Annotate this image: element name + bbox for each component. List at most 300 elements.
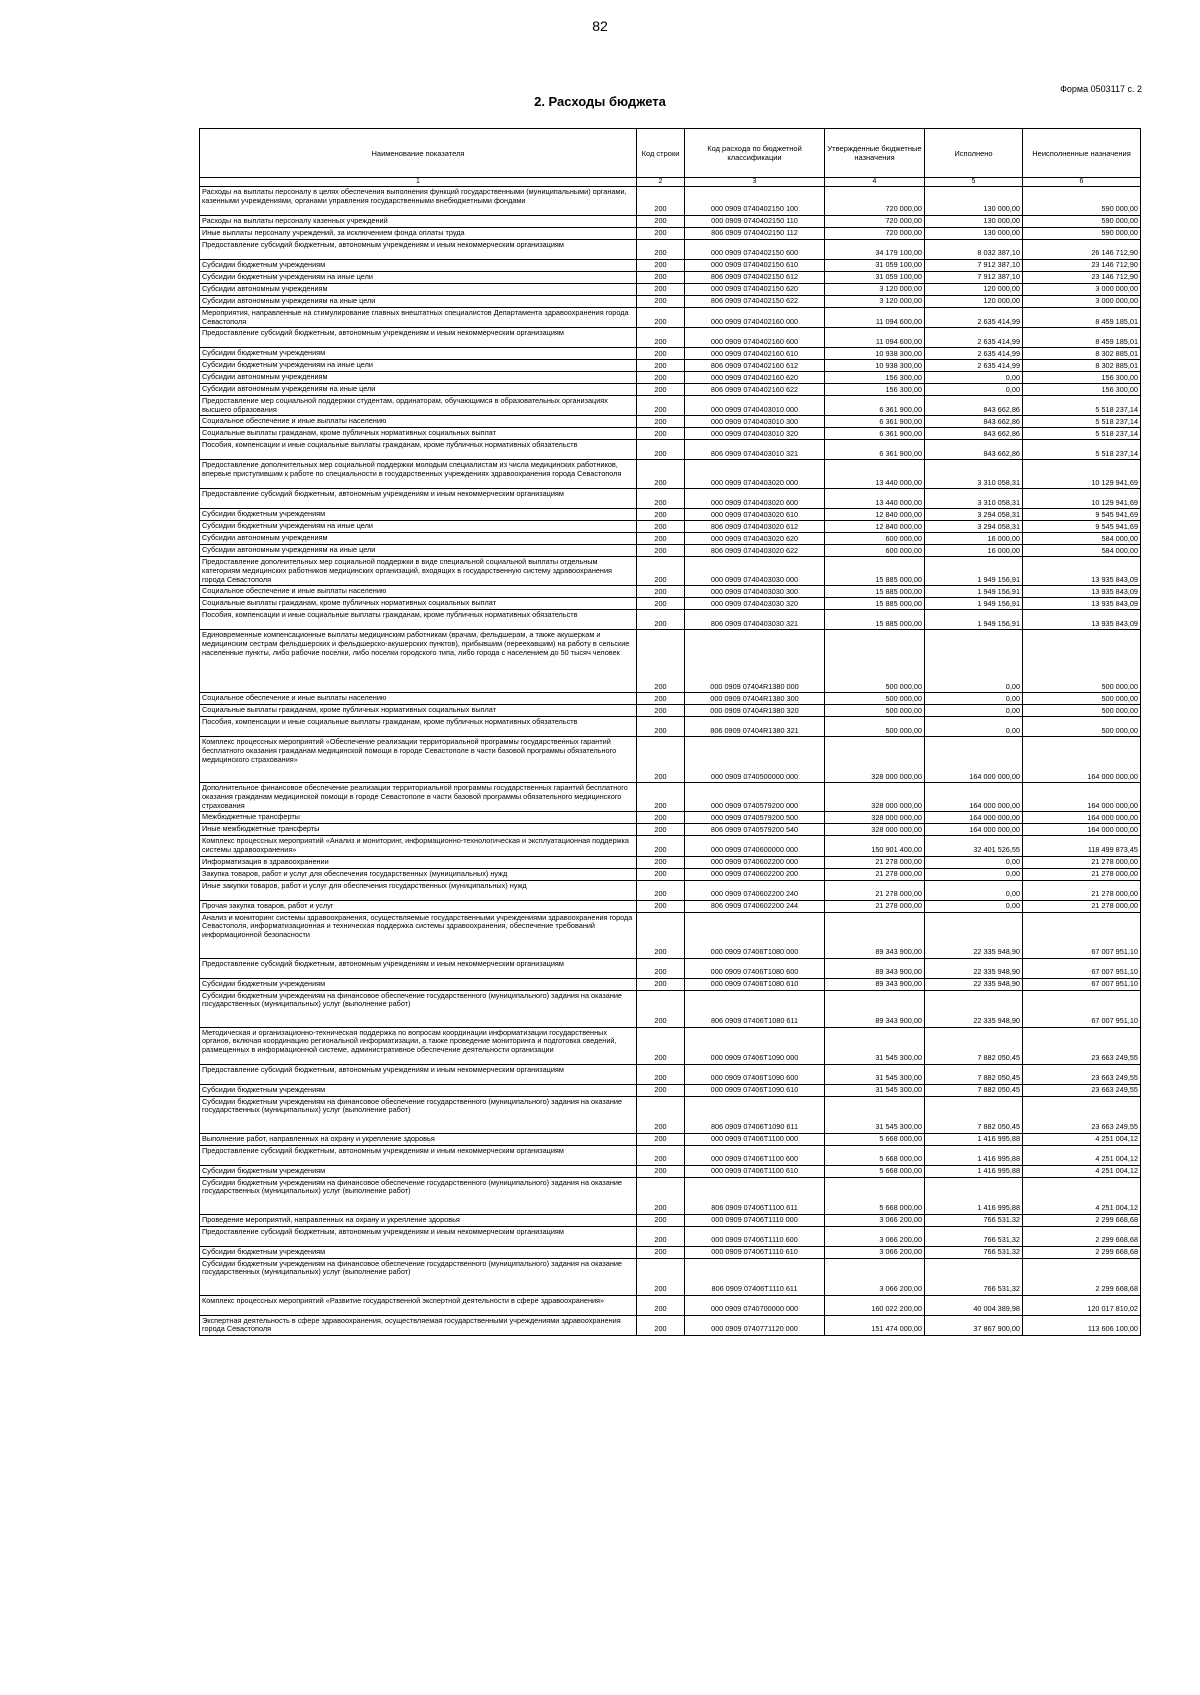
row-approved: 31 059 100,00 [825, 272, 925, 284]
row-unexecuted: 9 545 941,69 [1023, 521, 1141, 533]
row-executed: 164 000 000,00 [925, 812, 1023, 824]
table-body [200, 187, 1141, 1336]
row-executed: 22 335 948,90 [925, 978, 1023, 990]
row-executed: 1 949 156,91 [925, 557, 1023, 586]
row-budget-code: 806 0909 0740402150 622 [685, 296, 825, 308]
row-executed: 0,00 [925, 705, 1023, 717]
row-executed: 37 867 900,00 [925, 1315, 1023, 1335]
row-executed: 22 335 948,90 [925, 958, 1023, 978]
row-executed: 0,00 [925, 717, 1023, 737]
row-name: Субсидии бюджетным учреждениям на финансовое обеспечение государственного (муниципального) задания на оказание государственных (муниципальных) услуг (выполнение работ) [200, 1177, 637, 1214]
row-name: Субсидии бюджетным учреждениям на финансовое обеспечение государственного (муниципального) задания на оказание государственных (муниципальных) услуг (выполнение работ) [200, 1096, 637, 1133]
row-name: Субсидии бюджетным учреждениям на иные цели [200, 521, 637, 533]
row-unexecuted: 590 000,00 [1023, 228, 1141, 240]
row-unexecuted: 21 278 000,00 [1023, 880, 1141, 900]
column-number: 5 [925, 178, 1023, 187]
row-executed: 0,00 [925, 372, 1023, 384]
row-line-code: 200 [637, 1064, 685, 1084]
table-row [200, 1177, 1141, 1214]
row-name: Социальное обеспечение и иные выплаты населению [200, 416, 637, 428]
row-executed: 130 000,00 [925, 216, 1023, 228]
row-budget-code: 000 0909 07406Т1100 610 [685, 1165, 825, 1177]
row-line-code: 200 [637, 824, 685, 836]
row-executed: 1 416 995,88 [925, 1145, 1023, 1165]
table-row [200, 328, 1141, 348]
row-name: Пособия, компенсации и иные социальные выплаты гражданам, кроме публичных нормативных обязательств [200, 717, 637, 737]
row-name: Социальные выплаты гражданам, кроме публичных нормативных социальных выплат [200, 705, 637, 717]
row-approved: 31 545 300,00 [825, 1084, 925, 1096]
row-name: Единовременные компенсационные выплаты медицинским работникам (врачам, фельдшерам, а также акушеркам и медицинским сестрам фельдшерских и фельдшерско-акушерских пунктов), прибывшим (переехавшим) на работу в сельские населенные пункты, либо рабочие поселки, либо поселки городского типа, либо города с населением до 50 тысяч человек [200, 630, 637, 693]
row-unexecuted: 120 017 810,02 [1023, 1295, 1141, 1315]
table-row [200, 521, 1141, 533]
row-budget-code: 806 0909 0740403020 622 [685, 545, 825, 557]
row-line-code: 200 [637, 416, 685, 428]
column-number-row [200, 178, 1141, 187]
row-approved: 328 000 000,00 [825, 783, 925, 812]
row-name: Комплекс процессных мероприятий «Развитие государственной экспертной деятельности в сфере здравоохранения» [200, 1295, 637, 1315]
row-line-code: 200 [637, 460, 685, 489]
row-executed: 1 416 995,88 [925, 1165, 1023, 1177]
row-name: Пособия, компенсации и иные социальные выплаты гражданам, кроме публичных нормативных обязательств [200, 440, 637, 460]
row-unexecuted: 13 935 843,09 [1023, 610, 1141, 630]
row-unexecuted: 23 663 249,55 [1023, 1064, 1141, 1084]
table-row [200, 1096, 1141, 1133]
row-name: Субсидии бюджетным учреждениям [200, 1246, 637, 1258]
row-line-code: 200 [637, 880, 685, 900]
row-line-code: 200 [637, 440, 685, 460]
row-executed: 766 531,32 [925, 1258, 1023, 1295]
row-approved: 720 000,00 [825, 216, 925, 228]
row-budget-code: 000 0909 0740500000 000 [685, 737, 825, 783]
row-unexecuted: 23 663 249,55 [1023, 1027, 1141, 1064]
row-budget-code: 000 0909 0740579200 500 [685, 812, 825, 824]
row-approved: 3 120 000,00 [825, 296, 925, 308]
table-row [200, 1145, 1141, 1165]
row-line-code: 200 [637, 693, 685, 705]
table-header-row [200, 129, 1141, 178]
row-name: Субсидии бюджетным учреждениям на иные цели [200, 272, 637, 284]
row-name: Предоставление субсидий бюджетным, автономным учреждениям и иным некоммерческим организациям [200, 328, 637, 348]
row-approved: 31 059 100,00 [825, 260, 925, 272]
row-budget-code: 000 0909 07404R1380 000 [685, 630, 825, 693]
row-unexecuted: 5 518 237,14 [1023, 428, 1141, 440]
row-unexecuted: 164 000 000,00 [1023, 812, 1141, 824]
row-approved: 156 300,00 [825, 372, 925, 384]
row-budget-code: 000 0909 0740403020 610 [685, 509, 825, 521]
row-line-code: 200 [637, 958, 685, 978]
section-title: 2. Расходы бюджета [534, 94, 666, 109]
row-line-code: 200 [637, 978, 685, 990]
table-row [200, 428, 1141, 440]
row-unexecuted: 584 000,00 [1023, 545, 1141, 557]
row-budget-code: 000 0909 0740402150 620 [685, 284, 825, 296]
row-budget-code: 000 0909 0740402150 600 [685, 240, 825, 260]
row-approved: 328 000 000,00 [825, 812, 925, 824]
table-row [200, 240, 1141, 260]
row-executed: 1 949 156,91 [925, 586, 1023, 598]
row-unexecuted: 164 000 000,00 [1023, 737, 1141, 783]
row-line-code: 200 [637, 545, 685, 557]
row-budget-code: 000 0909 0740402160 620 [685, 372, 825, 384]
table-row [200, 737, 1141, 783]
row-unexecuted: 5 518 237,14 [1023, 396, 1141, 416]
row-unexecuted: 23 146 712,90 [1023, 272, 1141, 284]
row-line-code: 200 [637, 1258, 685, 1295]
row-budget-code: 000 0909 0740402150 610 [685, 260, 825, 272]
row-name: Субсидии бюджетным учреждениям [200, 260, 637, 272]
row-line-code: 200 [637, 630, 685, 693]
row-budget-code: 000 0909 0740402160 600 [685, 328, 825, 348]
row-unexecuted: 2 299 668,68 [1023, 1226, 1141, 1246]
row-line-code: 200 [637, 296, 685, 308]
row-budget-code: 000 0909 0740771120 000 [685, 1315, 825, 1335]
row-approved: 31 545 300,00 [825, 1096, 925, 1133]
row-line-code: 200 [637, 228, 685, 240]
row-executed: 164 000 000,00 [925, 824, 1023, 836]
page-number: 82 [592, 18, 608, 34]
row-executed: 2 635 414,99 [925, 308, 1023, 328]
row-approved: 328 000 000,00 [825, 737, 925, 783]
row-executed: 1 416 995,88 [925, 1133, 1023, 1145]
row-budget-code: 806 0909 07406Т1100 611 [685, 1177, 825, 1214]
row-line-code: 200 [637, 308, 685, 328]
row-unexecuted: 13 935 843,09 [1023, 598, 1141, 610]
row-approved: 15 885 000,00 [825, 598, 925, 610]
row-unexecuted: 164 000 000,00 [1023, 783, 1141, 812]
table-row [200, 272, 1141, 284]
row-approved: 15 885 000,00 [825, 586, 925, 598]
row-executed: 0,00 [925, 868, 1023, 880]
row-budget-code: 000 0909 0740579200 000 [685, 783, 825, 812]
row-name: Предоставление мер социальной поддержки студентам, ординаторам, обучающимся в образовательных организациях высшего образования [200, 396, 637, 416]
row-budget-code: 000 0909 0740403010 300 [685, 416, 825, 428]
row-budget-code: 000 0909 0740402160 610 [685, 348, 825, 360]
table-row [200, 440, 1141, 460]
row-unexecuted: 2 299 668,68 [1023, 1214, 1141, 1226]
row-approved: 12 840 000,00 [825, 509, 925, 521]
table-row [200, 598, 1141, 610]
row-executed: 766 531,32 [925, 1214, 1023, 1226]
row-unexecuted: 23 663 249,55 [1023, 1084, 1141, 1096]
row-budget-code: 000 0909 07404R1380 320 [685, 705, 825, 717]
row-budget-code: 000 0909 07406Т1090 000 [685, 1027, 825, 1064]
row-approved: 500 000,00 [825, 693, 925, 705]
row-unexecuted: 156 300,00 [1023, 384, 1141, 396]
row-unexecuted: 26 146 712,90 [1023, 240, 1141, 260]
column-number: 1 [200, 178, 637, 187]
table-row [200, 1295, 1141, 1315]
table-row [200, 308, 1141, 328]
row-approved: 5 668 000,00 [825, 1177, 925, 1214]
row-budget-code: 000 0909 07406Т1100 600 [685, 1145, 825, 1165]
row-approved: 151 474 000,00 [825, 1315, 925, 1335]
header-executed: Исполнено [925, 129, 1023, 178]
row-executed: 0,00 [925, 693, 1023, 705]
row-approved: 3 066 200,00 [825, 1246, 925, 1258]
row-name: Мероприятия, направленные на стимулирование главных внештатных специалистов Департамента здравоохранения города Севастополя [200, 308, 637, 328]
row-name: Субсидии автономным учреждениям [200, 372, 637, 384]
row-name: Предоставление субсидий бюджетным, автономным учреждениям и иным некоммерческим организациям [200, 489, 637, 509]
row-name: Закупка товаров, работ и услуг для обеспечения государственных (муниципальных) нужд [200, 868, 637, 880]
row-unexecuted: 13 935 843,09 [1023, 586, 1141, 598]
row-budget-code: 000 0909 07406Т1090 610 [685, 1084, 825, 1096]
row-approved: 89 343 900,00 [825, 958, 925, 978]
row-approved: 6 361 900,00 [825, 428, 925, 440]
table-row [200, 296, 1141, 308]
row-budget-code: 000 0909 07406Т1110 600 [685, 1226, 825, 1246]
row-executed: 2 635 414,99 [925, 348, 1023, 360]
row-budget-code: 806 0909 0740402160 612 [685, 360, 825, 372]
row-unexecuted: 5 518 237,14 [1023, 416, 1141, 428]
row-budget-code: 806 0909 07406Т1080 611 [685, 990, 825, 1027]
row-approved: 6 361 900,00 [825, 416, 925, 428]
row-executed: 766 531,32 [925, 1226, 1023, 1246]
table-row [200, 812, 1141, 824]
table-row [200, 836, 1141, 856]
row-name: Субсидии автономным учреждениям [200, 284, 637, 296]
row-budget-code: 000 0909 0740600000 000 [685, 836, 825, 856]
row-name: Расходы на выплаты персоналу казенных учреждений [200, 216, 637, 228]
row-unexecuted: 67 007 951,10 [1023, 912, 1141, 958]
row-approved: 15 885 000,00 [825, 557, 925, 586]
row-budget-code: 806 0909 0740402160 622 [685, 384, 825, 396]
header-name: Наименование показателя [200, 129, 637, 178]
row-name: Социальные выплаты гражданам, кроме публичных нормативных социальных выплат [200, 598, 637, 610]
row-unexecuted: 4 251 004,12 [1023, 1165, 1141, 1177]
row-executed: 843 662,86 [925, 440, 1023, 460]
row-unexecuted: 8 302 885,01 [1023, 360, 1141, 372]
row-unexecuted: 10 129 941,69 [1023, 489, 1141, 509]
row-executed: 1 949 156,91 [925, 598, 1023, 610]
row-line-code: 200 [637, 1226, 685, 1246]
row-approved: 89 343 900,00 [825, 912, 925, 958]
row-budget-code: 806 0909 0740403020 612 [685, 521, 825, 533]
row-executed: 16 000,00 [925, 533, 1023, 545]
row-budget-code: 000 0909 07406Т1090 600 [685, 1064, 825, 1084]
row-line-code: 200 [637, 384, 685, 396]
row-executed: 3 310 058,31 [925, 489, 1023, 509]
row-approved: 21 278 000,00 [825, 856, 925, 868]
row-line-code: 200 [637, 348, 685, 360]
table-row [200, 586, 1141, 598]
row-unexecuted: 590 000,00 [1023, 187, 1141, 216]
row-unexecuted: 5 518 237,14 [1023, 440, 1141, 460]
table-row [200, 958, 1141, 978]
row-approved: 6 361 900,00 [825, 440, 925, 460]
row-budget-code: 806 0909 07406Т1090 611 [685, 1096, 825, 1133]
row-approved: 6 361 900,00 [825, 396, 925, 416]
row-approved: 34 179 100,00 [825, 240, 925, 260]
row-unexecuted: 67 007 951,10 [1023, 990, 1141, 1027]
row-line-code: 200 [637, 598, 685, 610]
row-unexecuted: 67 007 951,10 [1023, 958, 1141, 978]
row-approved: 3 066 200,00 [825, 1226, 925, 1246]
row-line-code: 200 [637, 328, 685, 348]
row-budget-code: 000 0909 0740403020 600 [685, 489, 825, 509]
row-executed: 7 912 387,10 [925, 272, 1023, 284]
row-approved: 600 000,00 [825, 533, 925, 545]
row-approved: 5 668 000,00 [825, 1165, 925, 1177]
row-unexecuted: 164 000 000,00 [1023, 824, 1141, 836]
row-approved: 720 000,00 [825, 228, 925, 240]
row-unexecuted: 156 300,00 [1023, 372, 1141, 384]
row-name: Межбюджетные трансферты [200, 812, 637, 824]
row-budget-code: 000 0909 0740602200 240 [685, 880, 825, 900]
table-row [200, 187, 1141, 216]
row-name: Социальные выплаты гражданам, кроме публичных нормативных социальных выплат [200, 428, 637, 440]
row-approved: 21 278 000,00 [825, 880, 925, 900]
row-name: Субсидии бюджетным учреждениям на иные цели [200, 360, 637, 372]
table-row [200, 533, 1141, 545]
row-budget-code: 806 0909 0740402150 612 [685, 272, 825, 284]
row-name: Информатизация в здравоохранении [200, 856, 637, 868]
table-row [200, 717, 1141, 737]
row-line-code: 200 [637, 1133, 685, 1145]
row-line-code: 200 [637, 586, 685, 598]
row-line-code: 200 [637, 428, 685, 440]
row-line-code: 200 [637, 260, 685, 272]
row-approved: 328 000 000,00 [825, 824, 925, 836]
table-row [200, 693, 1141, 705]
row-approved: 12 840 000,00 [825, 521, 925, 533]
row-unexecuted: 9 545 941,69 [1023, 509, 1141, 521]
row-budget-code: 000 0909 07406Т1110 000 [685, 1214, 825, 1226]
row-unexecuted: 500 000,00 [1023, 630, 1141, 693]
row-budget-code: 000 0909 0740403030 000 [685, 557, 825, 586]
row-executed: 164 000 000,00 [925, 737, 1023, 783]
table-row [200, 1315, 1141, 1335]
header-approved: Утвержденные бюджетные назначения [825, 129, 925, 178]
row-executed: 0,00 [925, 384, 1023, 396]
row-name: Предоставление субсидий бюджетным, автономным учреждениям и иным некоммерческим организациям [200, 1226, 637, 1246]
row-approved: 500 000,00 [825, 717, 925, 737]
row-line-code: 200 [637, 521, 685, 533]
table-row [200, 1246, 1141, 1258]
table-row [200, 260, 1141, 272]
row-line-code: 200 [637, 1295, 685, 1315]
row-unexecuted: 113 606 100,00 [1023, 1315, 1141, 1335]
row-budget-code: 000 0909 0740403030 320 [685, 598, 825, 610]
row-unexecuted: 2 299 668,68 [1023, 1246, 1141, 1258]
row-budget-code: 000 0909 0740403020 620 [685, 533, 825, 545]
table-row [200, 856, 1141, 868]
row-budget-code: 000 0909 07404R1380 300 [685, 693, 825, 705]
table-row [200, 868, 1141, 880]
row-line-code: 200 [637, 1027, 685, 1064]
row-approved: 21 278 000,00 [825, 868, 925, 880]
row-unexecuted: 118 499 873,45 [1023, 836, 1141, 856]
row-line-code: 200 [637, 1214, 685, 1226]
row-budget-code: 000 0909 0740402150 100 [685, 187, 825, 216]
row-unexecuted: 500 000,00 [1023, 693, 1141, 705]
budget-expenditure-table [199, 128, 1141, 1336]
table-row [200, 990, 1141, 1027]
row-name: Анализ и мониторинг системы здравоохранения, осуществляемые государственными учреждениями здравоохранения города Севастополя, информатизационная и техническая поддержка системы здравоохранения, обеспечение требований информационной безопасности [200, 912, 637, 958]
row-name: Субсидии бюджетным учреждениям [200, 509, 637, 521]
row-budget-code: 000 0909 0740402160 000 [685, 308, 825, 328]
table-row [200, 384, 1141, 396]
row-name: Иные межбюджетные трансферты [200, 824, 637, 836]
row-approved: 10 938 300,00 [825, 360, 925, 372]
row-approved: 3 066 200,00 [825, 1258, 925, 1295]
row-unexecuted: 8 302 885,01 [1023, 348, 1141, 360]
row-line-code: 200 [637, 216, 685, 228]
row-approved: 31 545 300,00 [825, 1064, 925, 1084]
row-line-code: 200 [637, 533, 685, 545]
row-executed: 1 949 156,91 [925, 610, 1023, 630]
row-name: Субсидии автономным учреждениям [200, 533, 637, 545]
row-executed: 7 882 050,45 [925, 1027, 1023, 1064]
header-line-code: Код строки [637, 129, 685, 178]
table-row [200, 1064, 1141, 1084]
row-budget-code: 000 0909 0740602200 200 [685, 868, 825, 880]
row-approved: 11 094 600,00 [825, 308, 925, 328]
table-row [200, 1133, 1141, 1145]
row-line-code: 200 [637, 1165, 685, 1177]
row-executed: 8 032 387,10 [925, 240, 1023, 260]
row-executed: 766 531,32 [925, 1246, 1023, 1258]
row-executed: 3 294 058,31 [925, 521, 1023, 533]
row-line-code: 200 [637, 836, 685, 856]
row-name: Экспертная деятельность в сфере здравоохранения, осуществляемая государственными учреждениями здравоохранения города Севастополя [200, 1315, 637, 1335]
row-line-code: 200 [637, 1246, 685, 1258]
row-name: Иные выплаты персоналу учреждений, за исключением фонда оплаты труда [200, 228, 637, 240]
table-row [200, 557, 1141, 586]
table-row [200, 824, 1141, 836]
row-budget-code: 000 0909 0740403020 000 [685, 460, 825, 489]
row-name: Прочая закупка товаров, работ и услуг [200, 900, 637, 912]
table-row [200, 705, 1141, 717]
row-executed: 7 882 050,45 [925, 1084, 1023, 1096]
row-budget-code: 000 0909 0740402150 110 [685, 216, 825, 228]
row-line-code: 200 [637, 1145, 685, 1165]
row-budget-code: 806 0909 07404R1380 321 [685, 717, 825, 737]
row-budget-code: 806 0909 0740403030 321 [685, 610, 825, 630]
row-executed: 130 000,00 [925, 228, 1023, 240]
row-executed: 0,00 [925, 856, 1023, 868]
row-unexecuted: 8 459 185,01 [1023, 308, 1141, 328]
row-name: Методическая и организационно-техническая поддержка по вопросам координации информатизации государственных органов, включая координацию региональной информатизации, а также проведение мониторинга и подготовка сведений, размещенных в информационной системе, административное обеспечение деятельности организации [200, 1027, 637, 1064]
row-name: Иные закупки товаров, работ и услуг для обеспечения государственных (муниципальных) нужд [200, 880, 637, 900]
row-unexecuted: 21 278 000,00 [1023, 900, 1141, 912]
table-row [200, 360, 1141, 372]
row-line-code: 200 [637, 737, 685, 783]
row-budget-code: 806 0909 0740403010 321 [685, 440, 825, 460]
table-row [200, 912, 1141, 958]
row-line-code: 200 [637, 489, 685, 509]
table-row [200, 1258, 1141, 1295]
table-row [200, 610, 1141, 630]
row-line-code: 200 [637, 812, 685, 824]
table-row [200, 978, 1141, 990]
row-executed: 0,00 [925, 880, 1023, 900]
row-approved: 5 668 000,00 [825, 1133, 925, 1145]
row-executed: 7 882 050,45 [925, 1064, 1023, 1084]
row-approved: 720 000,00 [825, 187, 925, 216]
table-row [200, 460, 1141, 489]
table-row [200, 1214, 1141, 1226]
header-unexecuted: Неисполненные назначения [1023, 129, 1141, 178]
row-line-code: 200 [637, 990, 685, 1027]
row-name: Пособия, компенсации и иные социальные выплаты гражданам, кроме публичных нормативных обязательств [200, 610, 637, 630]
row-name: Субсидии автономным учреждениям на иные цели [200, 296, 637, 308]
row-name: Предоставление субсидий бюджетным, автономным учреждениям и иным некоммерческим организациям [200, 240, 637, 260]
table-row [200, 489, 1141, 509]
row-unexecuted: 590 000,00 [1023, 216, 1141, 228]
row-unexecuted: 500 000,00 [1023, 705, 1141, 717]
row-approved: 31 545 300,00 [825, 1027, 925, 1064]
row-executed: 0,00 [925, 630, 1023, 693]
